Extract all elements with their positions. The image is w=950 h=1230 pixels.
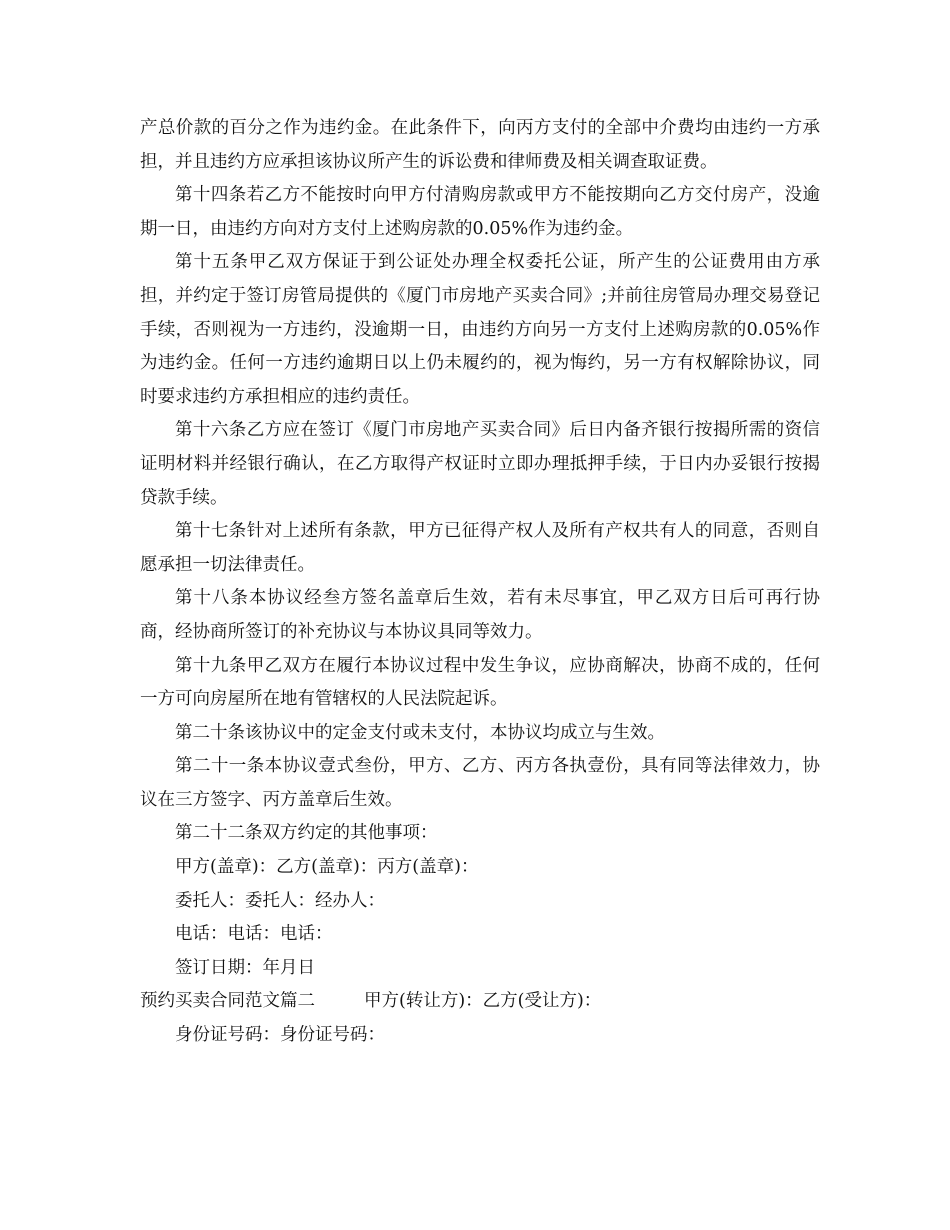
paragraph-article-20: 第二十条该协议中的定金支付或未支付，本协议均成立与生效。 — [175, 722, 665, 743]
paragraph-article-15: 第十五条甲乙双方保证于到公证处办理全权委托公证，所产生的公证费用由方承担，并约定于签订房管局提供的《厦门市房地产买卖合同》;并前往房管局办理交易登记手续，否则视为一方违约，没逾期一日，由违约方向另一方支付上述购房款的0.05%作为违约金。任何一方违约逾期日以上仍未履约的，视为悔约，另一方有权解除协议，同时要求违约方承担相应的违约责任。 — [140, 252, 820, 407]
id-number-line: 身份证号码：身份证号码： — [175, 1025, 385, 1046]
paragraph-article-14: 第十四条若乙方不能按时向甲方付清购房款或甲方不能按期向乙方交付房产，没逾期一日，由违约方向对方支付上述购房款的0.05%作为违约金。 — [140, 185, 820, 239]
signature-agent-line: 委托人：委托人：经办人： — [175, 890, 385, 911]
paragraph-liquidated-damages-continued: 产总价款的百分之作为违约金。在此条件下，向丙方支付的全部中介费均由违约一方承担，并且违约方应承担该协议所产生的诉讼费和律师费及相关调查取证费。 — [140, 118, 820, 172]
paragraph-article-22: 第二十二条双方约定的其他事项： — [175, 823, 438, 844]
paragraph-article-16: 第十六条乙方应在签订《厦门市房地产买卖合同》后日内备齐银行按揭所需的资信证明材料并经银行确认，在乙方取得产权证时立即办理抵押手续，于日内办妥银行按揭贷款手续。 — [140, 420, 820, 508]
paragraph-article-21: 第二十一条本协议壹式叁份，甲方、乙方、丙方各执壹份，具有同等法律效力，协议在三方签字、丙方盖章后生效。 — [140, 756, 820, 810]
section-two-title: 预约买卖合同范文篇二 — [140, 991, 315, 1012]
paragraph-article-18: 第十八条本协议经叁方签名盖章后生效，若有未尽事宜，甲乙双方日后可再行协商，经协商所签订的补充协议与本协议具同等效力。 — [140, 588, 820, 642]
document-body — [140, 112, 820, 1053]
signing-date-line: 签订日期：年月日 — [175, 957, 315, 978]
signature-seal-line: 甲方(盖章)：乙方(盖章)：丙方(盖章)： — [175, 857, 479, 878]
section-two-header-row — [140, 985, 820, 1019]
signature-phone-line: 电话：电话：电话： — [175, 924, 333, 945]
paragraph-article-17: 第十七条针对上述所有条款，甲方已征得产权人及所有产权共有人的同意，否则自愿承担一切法律责任。 — [140, 521, 820, 575]
paragraph-article-19: 第十九条甲乙双方在履行本协议过程中发生争议，应协商解决，协商不成的，任何一方可向房屋所在地有管辖权的人民法院起诉。 — [140, 655, 820, 710]
section-two-parties: 甲方(转让方)：乙方(受让方)： — [364, 991, 602, 1012]
